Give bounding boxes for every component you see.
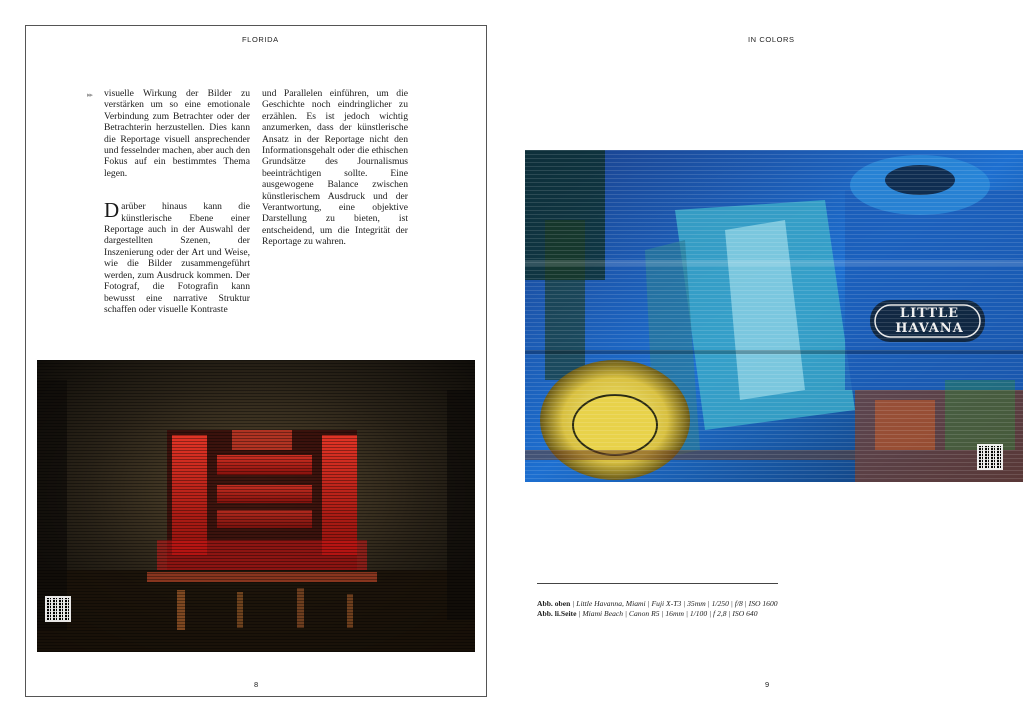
paragraph: und Parallelen einführen, um die Geschichte noch eindringlicher zu erzählen. Es ist jedoch wichtig anzumerken, dass der künstlerische Ansatz in der Reportage nicht den Informationsgehalt oder die ethischen Grundsätze des Journalismus beeinträchtigen sollte. Eine ausgewogene Balance zwischen künstlerischem Ausdruck und der Verantwortung, eine objektive Darstellung zu bieten, ist entscheidend, um die Integrität der Reportage zu wahren. xyxy=(262,88,408,248)
dropcap: D xyxy=(104,198,120,223)
right-page xyxy=(512,0,1024,724)
caption-label: Abb. oben xyxy=(537,599,571,608)
running-head-left: FLORIDA xyxy=(242,35,279,44)
continuation-arrow-icon: ▸▸ xyxy=(87,91,93,99)
text-column-1 xyxy=(104,88,250,315)
caption-label: Abb. li.Seite xyxy=(537,609,577,618)
photo-miami-beach-image xyxy=(37,360,475,652)
page-number-left: 8 xyxy=(254,680,259,689)
qr-code-icon xyxy=(977,444,1003,470)
page-number-right: 9 xyxy=(765,680,770,689)
caption-line-1 xyxy=(537,599,778,609)
qr-code-icon xyxy=(45,596,71,622)
photo-little-havana xyxy=(525,150,1023,482)
caption-text: | Miami Beach | Canon R5 | 16mm | 1/100 | f 2,8 | ISO 640 xyxy=(576,609,758,618)
photo-miami-beach xyxy=(37,360,475,652)
paragraph-with-dropcap xyxy=(104,198,250,315)
caption-text: | Little Havanna, Miami | Fuji X-T3 | 35mm | 1/250 | f/8 | ISO 1600 xyxy=(570,599,778,608)
caption-line-2 xyxy=(537,609,758,619)
paragraph-text: arüber hinaus kann die künstlerische Ebene einer Reportage auch in der Auswahl der dargestellten Szenen, der Inszenierung oder der Art und Weise, wie die Bilder zusammengeführt werden, zum Ausdruck kommen. Der Fotograf, die Fotografin kann bewusst eine narrative Struktur schaffen oder visuelle Kontraste xyxy=(104,201,250,315)
running-head-right: IN COLORS xyxy=(748,35,795,44)
text-column-2 xyxy=(262,88,408,248)
photo-sign-text: LITTLE HAVANA xyxy=(895,306,964,336)
caption-rule xyxy=(537,583,778,584)
paragraph: visuelle Wirkung der Bilder zu verstärken um so eine emotionale Verbindung zum Betrachter oder der Betrachterin herzustellen. Dies kann die Reportage visuell ansprechender und fesselnder machen, aber auch den Fokus auf ein bestimmtes Thema legen. xyxy=(104,88,250,179)
